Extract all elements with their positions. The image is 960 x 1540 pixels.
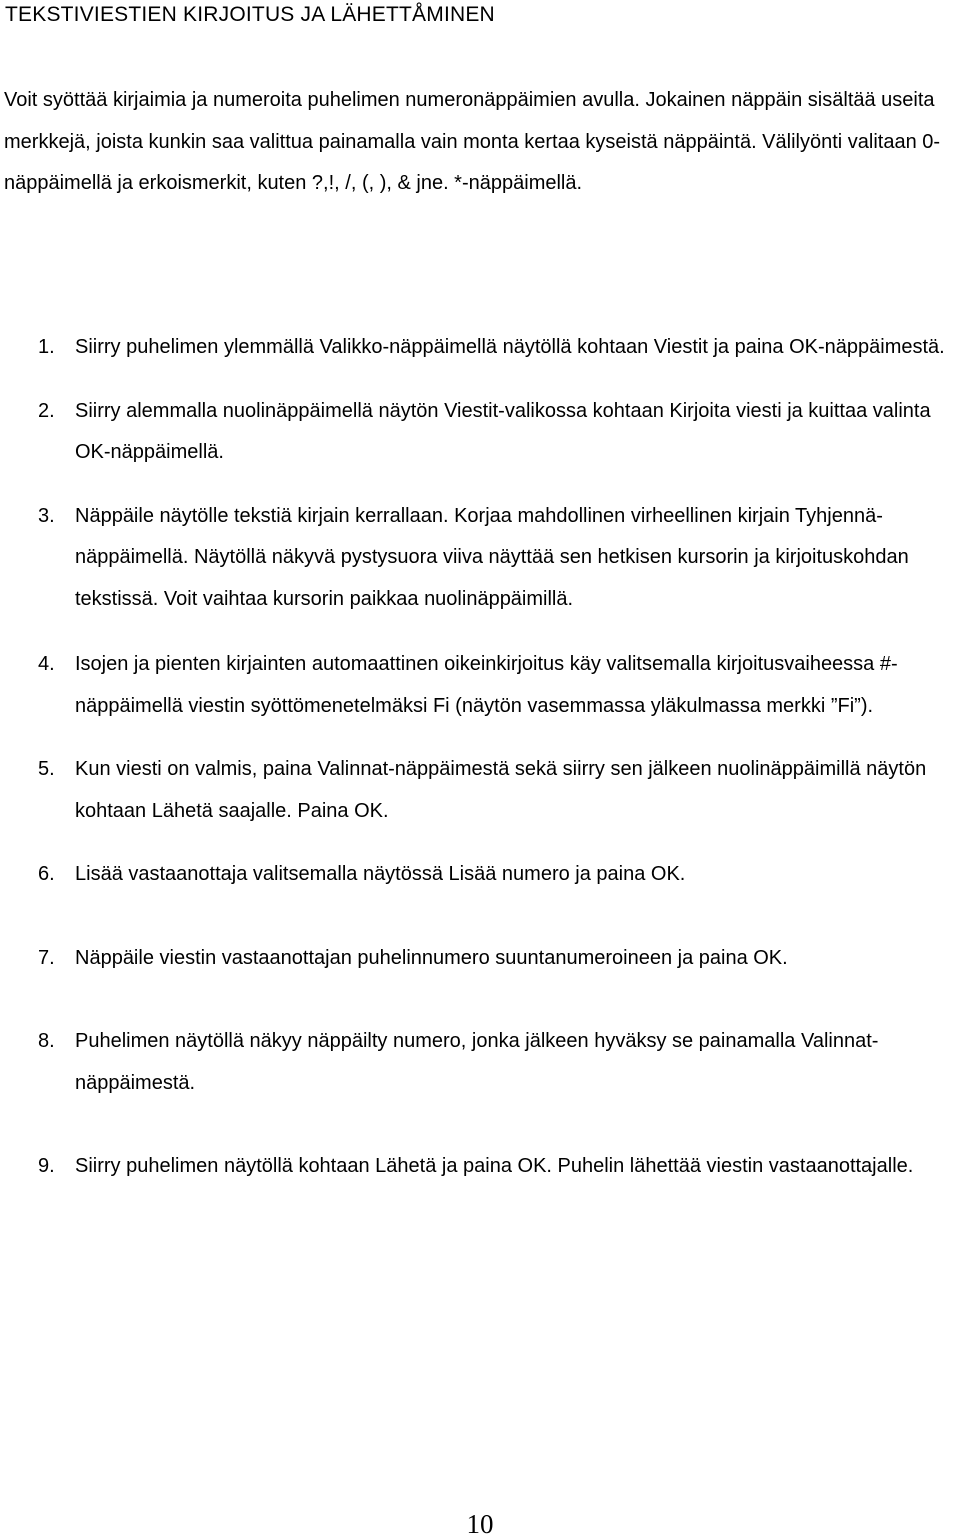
step-text: Näppäile näytölle tekstiä kirjain kerrallaan. Korjaa mahdollinen virheellinen kirjain Tyhjennä-näppäimellä. Näytöllä näkyvä pystysuora viiva näyttää sen hetkisen kursorin ja kirjoituskohdan tekstissä. Voit vaihtaa kursorin paikkaa nuolinäppäimillä.: [75, 504, 909, 610]
step-number: 6.: [38, 863, 55, 885]
intro-paragraph: Voit syöttää kirjaimia ja numeroita puhelimen numeronäppäimien avulla. Jokainen näppäin sisältää useita merkkejä, joista kunkin saa valittua painamalla vain monta kertaa kyseistä näppäintä. Välilyönti valitaan 0-näppäimellä ja erkoismerkit, kuten ?,!, /, (, ), & jne. *-näppäimellä.: [4, 89, 941, 194]
step-item: [0, 644, 960, 727]
page-number: 10: [466, 1509, 494, 1539]
step-text: Siirry puhelimen näytöllä kohtaan Lähetä ja paina OK. Puhelin lähettää viestin vastaanottajalle.: [75, 1155, 914, 1177]
step-text: Lisää vastaanottaja valitsemalla näytössä Lisää numero ja paina OK.: [75, 863, 686, 885]
step-number: 7.: [38, 946, 55, 969]
step-item: [0, 854, 960, 896]
step-number: 9.: [38, 1155, 55, 1177]
step-item: [0, 496, 960, 621]
step-item: [0, 1021, 960, 1104]
step-item: [0, 391, 960, 474]
step-number: 2.: [38, 399, 55, 422]
step-number: 1.: [38, 336, 55, 358]
step-text: Siirry alemmalla nuolinäppäimellä näytön Viestit-valikossa kohtaan Kirjoita viesti ja kuittaa valinta OK-näppäimellä.: [75, 399, 931, 463]
step-text: Siirry puhelimen ylemmällä Valikko-näppäimellä näytöllä kohtaan Viestit ja paina OK-näppäimestä.: [75, 336, 945, 358]
step-number: 8.: [38, 1030, 55, 1052]
steps-list: [0, 327, 960, 1188]
step-text: Puhelimen näytöllä näkyy näppäilty numero, jonka jälkeen hyväksy se painamalla Valinnat-näppäimestä.: [75, 1030, 879, 1094]
step-item: [0, 327, 960, 369]
step-number: 3.: [38, 504, 55, 527]
step-number: 4.: [38, 653, 55, 675]
step-text: Näppäile viestin vastaanottajan puhelinnumero suuntanumeroineen ja paina OK.: [75, 946, 788, 969]
step-item: [0, 749, 960, 832]
step-text: Kun viesti on valmis, paina Valinnat-näppäimestä sekä siirry sen jälkeen nuolinäppäimillä näytön kohtaan Lähetä saajalle. Paina OK.: [75, 758, 927, 822]
step-item: [0, 938, 960, 980]
document-title: TEKSTIVIESTIEN KIRJOITUS JA LÄHETTÅMINEN: [5, 3, 495, 26]
step-text: Isojen ja pienten kirjainten automaattinen oikeinkirjoitus käy valitsemalla kirjoitusvaiheessa #-näppäimellä viestin syöttömenetelmäksi Fi (näytön vasemmassa yläkulmassa merkki ”Fi”).: [75, 653, 898, 717]
step-number: 5.: [38, 758, 55, 780]
step-item: [0, 1146, 960, 1188]
